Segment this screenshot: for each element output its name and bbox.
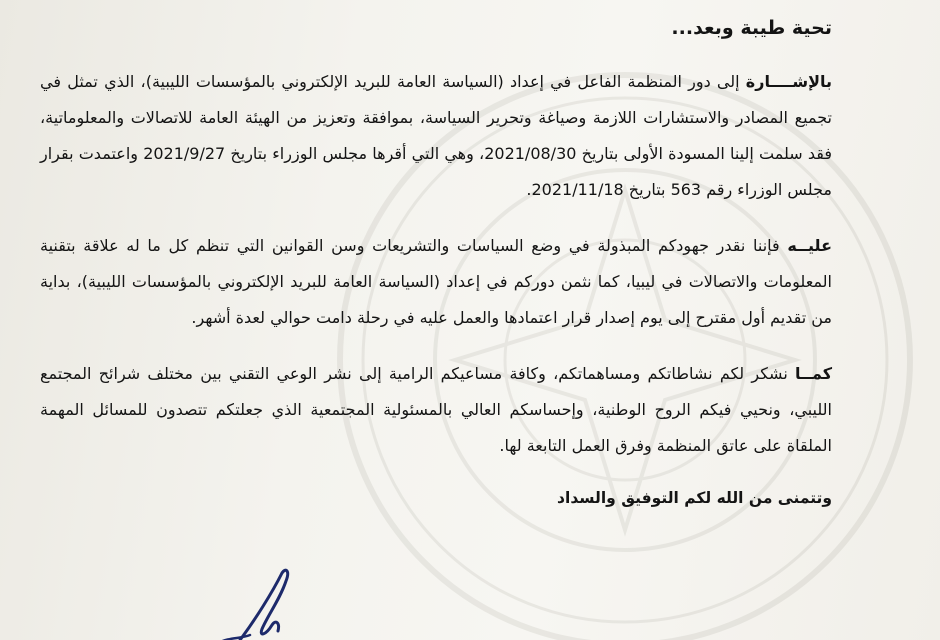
letter-body — [40, 14, 832, 512]
paragraph-lead-word: بالإشــــارة — [745, 72, 832, 91]
paragraph-reference — [40, 64, 832, 208]
paragraph-text: نشكر لكم نشاطاتكم ومساهماتكم، وكافة مساعيكم الرامية إلى نشر الوعي التقني بين مختلف شرائح المجتمع الليبي، ونحيي فيكم الروح الوطنية، وإحساسكم العالي بالمسئولية المجتمعية الذي جعلتكم تتصدون للمسائل المهمة الملقاة على عاتق المنظمة وفرق العمل التابعة لها. — [40, 364, 832, 455]
paragraph-lead-word: كمــا — [795, 364, 832, 383]
paragraph-appreciation — [40, 228, 832, 336]
greeting-line: تحية طيبة وبعد... — [671, 17, 832, 39]
paragraph-thanks — [40, 356, 832, 464]
closing-line: وتتمنى من الله لكم التوفيق والسداد — [557, 489, 832, 507]
paragraph-text: فإننا نقدر جهودكم المبذولة في وضع السياسات والتشريعات وسن القوانين التي تنظم كل ما له علاقة بتقنية المعلومات والاتصالات في ليبيا، كما نثمن دوركم في إعداد (السياسة العامة للبريد الإلكتروني بالمؤسسات الليبية)، بداية من تقديم أول مقترح إلى يوم إصدار قرار اعتمادها والعمل عليه في رحلة دامت حوالي لعدة أشهر. — [40, 236, 832, 327]
handwritten-signature — [210, 565, 330, 640]
paragraph-text: إلى دور المنظمة الفاعل في إعداد (السياسة العامة للبريد الإلكتروني بالمؤسسات الليبية)، الذي تمثل في تجميع المصادر والاستشارات اللازمة وصياغة وتحرير السياسة، بموافقة وتعزيز من الهيئة العامة للاتصالات والمعلوماتية، فقد سلمت إلينا المسودة الأولى بتاريخ 2021/08/30، وهي التي أقرها مجلس الوزراء بتاريخ 2021/9/27 واعتمدت بقرار مجلس الوزراء رقم 563 بتاريخ 2021/11/18. — [40, 72, 832, 199]
paragraph-lead-word: عليــه — [787, 236, 832, 255]
